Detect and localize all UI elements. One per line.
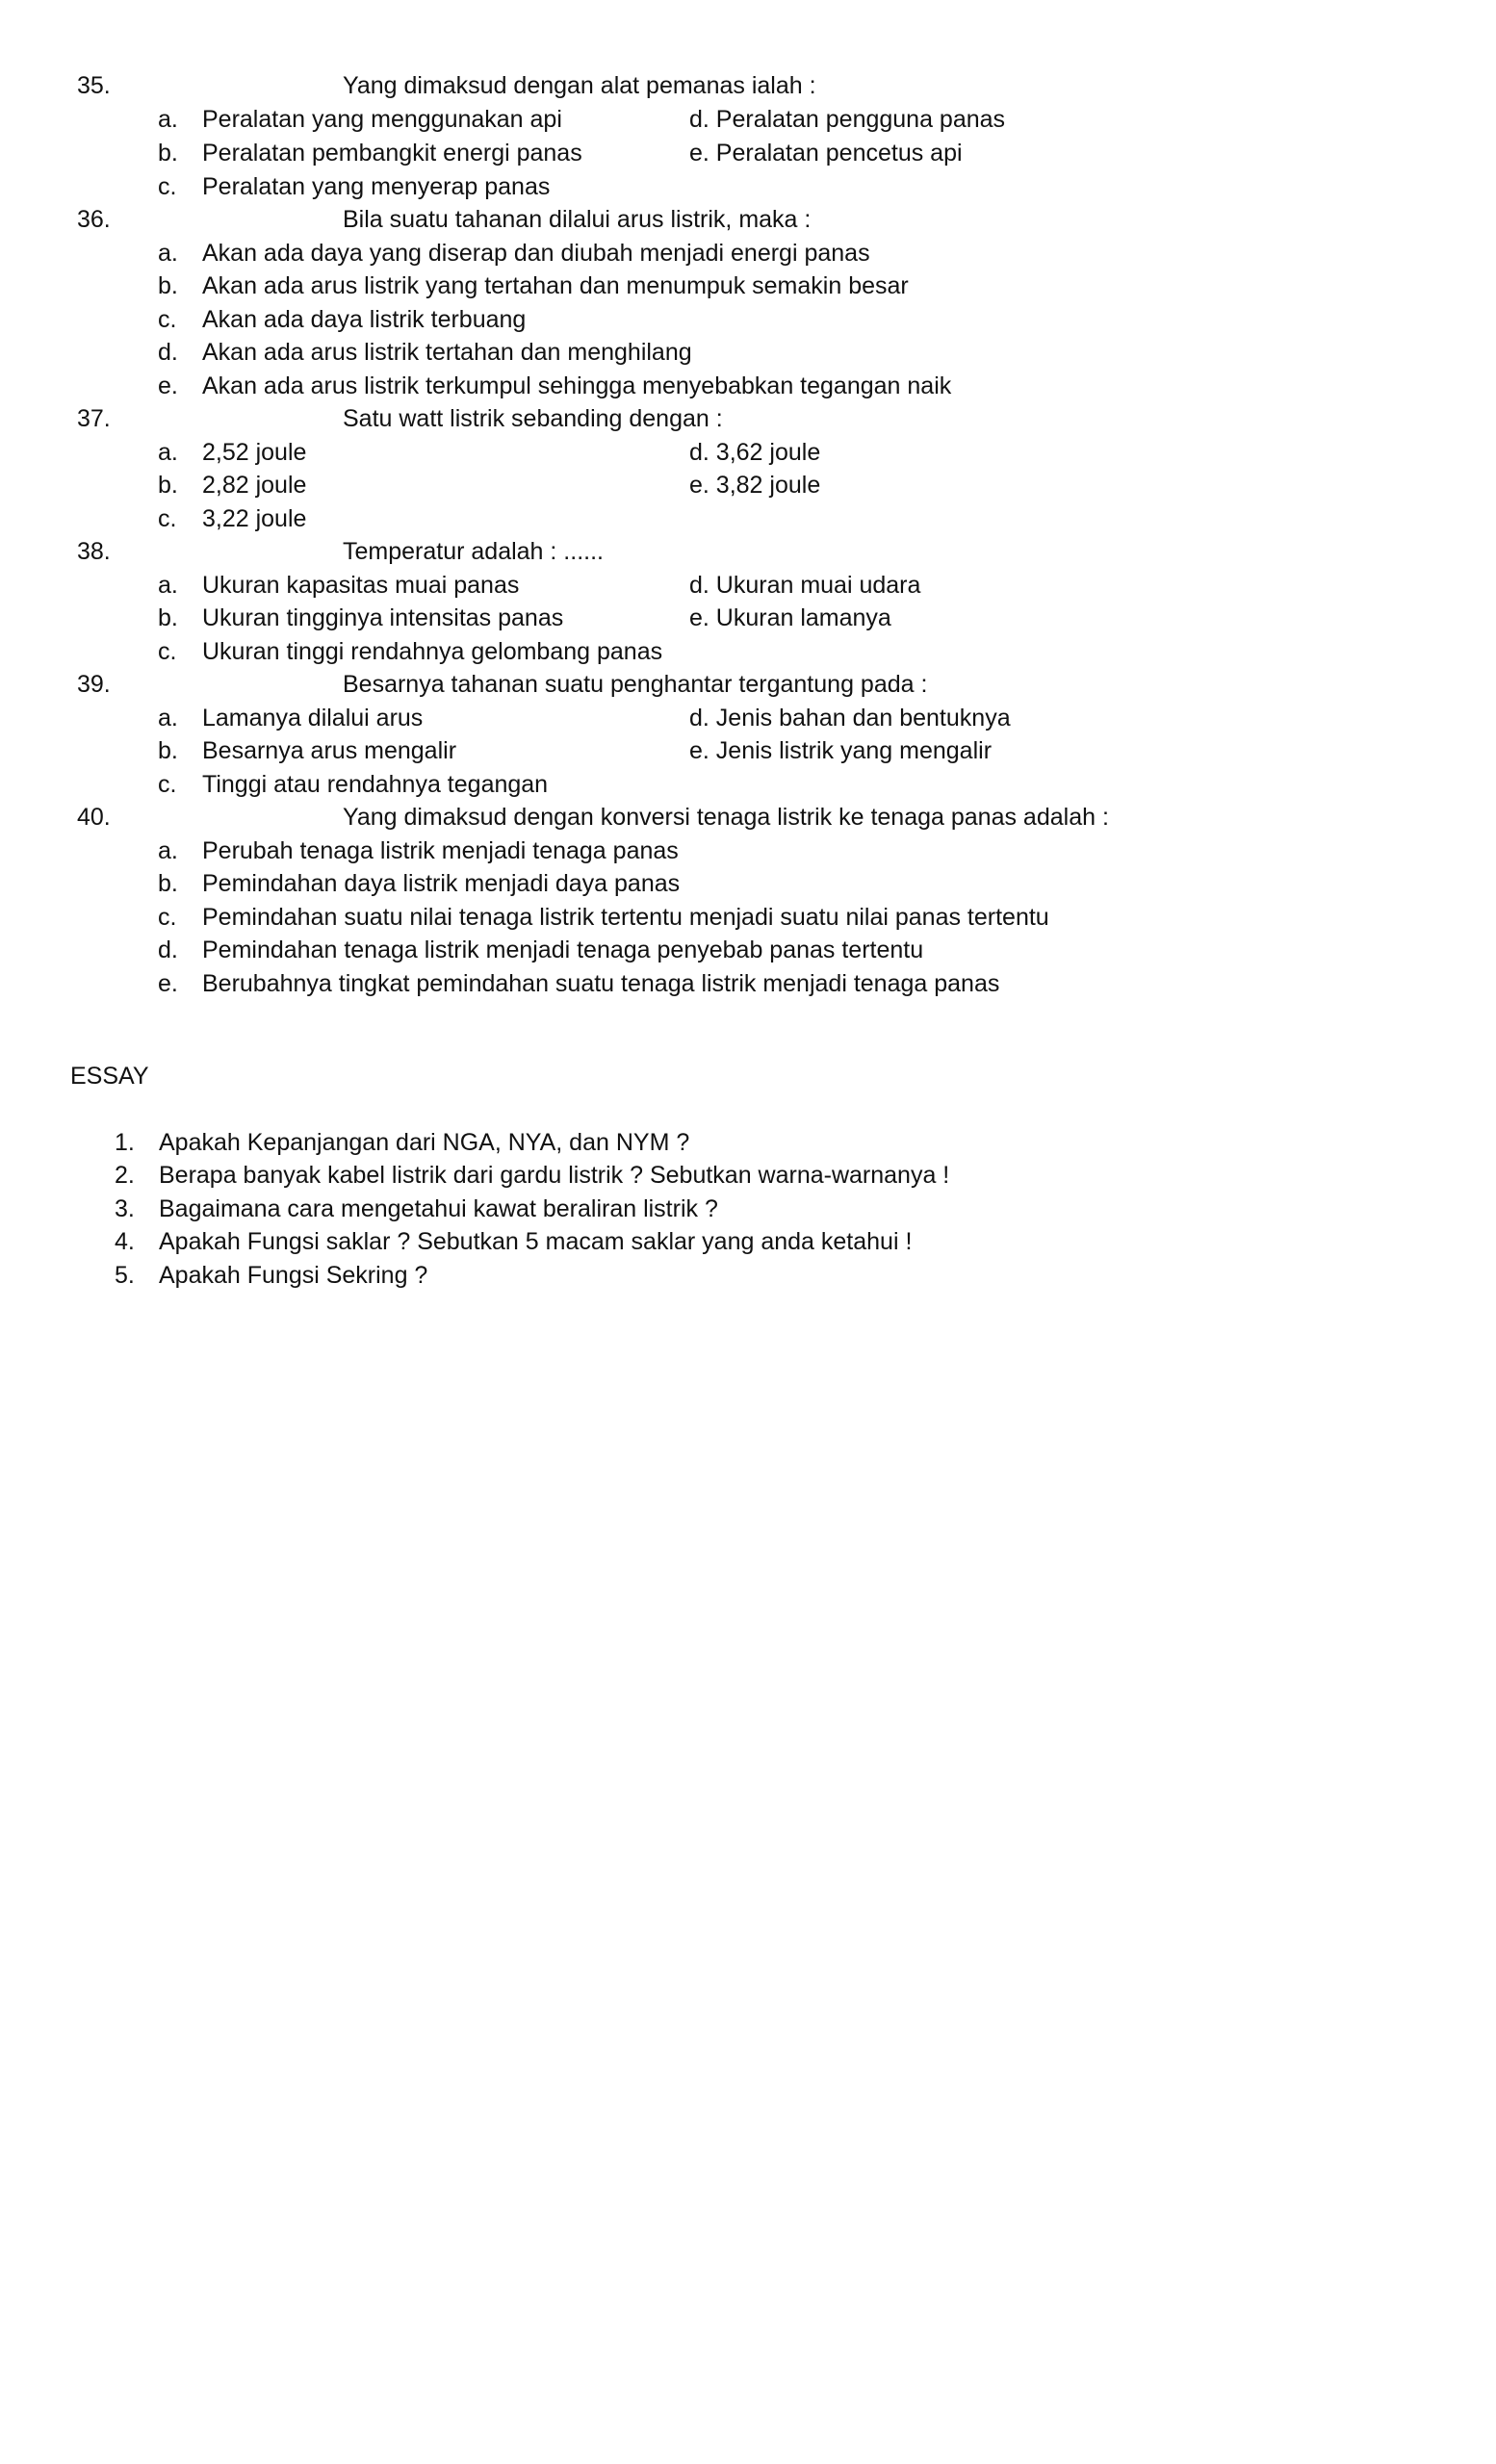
essay-item-text: Berapa banyak kabel listrik dari gardu listrik ? Sebutkan warna-warnanya ! bbox=[159, 1162, 950, 1189]
option-text: Akan ada arus listrik yang tertahan dan menumpuk semakin besar bbox=[202, 272, 909, 299]
option-text: 2,82 joule bbox=[202, 472, 307, 499]
option-text: Pemindahan tenaga listrik menjadi tenaga penyebab panas tertentu bbox=[202, 937, 924, 963]
question-number: 36. bbox=[77, 206, 111, 233]
option-text: Ukuran kapasitas muai panas bbox=[202, 572, 520, 599]
question-text: Satu watt listrik sebanding dengan : bbox=[343, 405, 723, 432]
option-text: e. 3,82 joule bbox=[689, 472, 821, 499]
option-letter: e. bbox=[158, 970, 178, 997]
option-letter: b. bbox=[158, 604, 178, 631]
option-text: e. Peralatan pencetus api bbox=[689, 140, 963, 167]
option-text: Pemindahan daya listrik menjadi daya panas bbox=[202, 870, 681, 897]
question-number: 38. bbox=[77, 538, 111, 565]
option-text: 2,52 joule bbox=[202, 439, 307, 466]
option-letter: c. bbox=[158, 904, 177, 931]
essay-item-text: Bagaimana cara mengetahui kawat beraliran listrik ? bbox=[159, 1195, 718, 1222]
question-number: 40. bbox=[77, 804, 111, 831]
option-letter: c. bbox=[158, 771, 177, 798]
question-text: Temperatur adalah : ...... bbox=[343, 538, 604, 565]
question-text: Yang dimaksud dengan konversi tenaga listrik ke tenaga panas adalah : bbox=[343, 804, 1109, 831]
option-letter: b. bbox=[158, 870, 178, 897]
essay-item-number: 3. bbox=[115, 1195, 135, 1222]
option-text: Peralatan pembangkit energi panas bbox=[202, 140, 582, 167]
option-letter: b. bbox=[158, 272, 178, 299]
essay-title: ESSAY bbox=[70, 1063, 149, 1090]
essay-item-number: 1. bbox=[115, 1129, 135, 1156]
option-text: Ukuran tinggi rendahnya gelombang panas bbox=[202, 638, 663, 665]
option-letter: a. bbox=[158, 837, 178, 864]
question-number: 39. bbox=[77, 671, 111, 698]
option-letter: c. bbox=[158, 173, 177, 200]
option-letter: b. bbox=[158, 140, 178, 167]
option-letter: a. bbox=[158, 439, 178, 466]
option-text: d. Peralatan pengguna panas bbox=[689, 106, 1006, 133]
option-letter: c. bbox=[158, 638, 177, 665]
option-letter: a. bbox=[158, 106, 178, 133]
question-text: Bila suatu tahanan dilalui arus listrik, maka : bbox=[343, 206, 812, 233]
essay-item-number: 5. bbox=[115, 1262, 135, 1289]
option-letter: c. bbox=[158, 306, 177, 333]
question-text: Besarnya tahanan suatu penghantar tergantung pada : bbox=[343, 671, 928, 698]
option-text: 3,22 joule bbox=[202, 505, 307, 532]
option-letter: a. bbox=[158, 572, 178, 599]
essay-item-number: 4. bbox=[115, 1228, 135, 1255]
question-number: 37. bbox=[77, 405, 111, 432]
question-text: Yang dimaksud dengan alat pemanas ialah : bbox=[343, 72, 816, 99]
option-text: Akan ada daya listrik terbuang bbox=[202, 306, 527, 333]
option-text: Akan ada arus listrik terkumpul sehingga menyebabkan tegangan naik bbox=[202, 372, 952, 399]
option-letter: a. bbox=[158, 705, 178, 732]
essay-item-number: 2. bbox=[115, 1162, 135, 1189]
option-text: Ukuran tingginya intensitas panas bbox=[202, 604, 564, 631]
option-letter: b. bbox=[158, 737, 178, 764]
option-text: Berubahnya tingkat pemindahan suatu tenaga listrik menjadi tenaga panas bbox=[202, 970, 1000, 997]
option-text: Besarnya arus mengalir bbox=[202, 737, 457, 764]
option-text: d. 3,62 joule bbox=[689, 439, 821, 466]
option-text: d. Ukuran muai udara bbox=[689, 572, 921, 599]
option-letter: b. bbox=[158, 472, 178, 499]
option-text: Pemindahan suatu nilai tenaga listrik tertentu menjadi suatu nilai panas tertentu bbox=[202, 904, 1049, 931]
question-number: 35. bbox=[77, 72, 111, 99]
essay-item-text: Apakah Kepanjangan dari NGA, NYA, dan NYM ? bbox=[159, 1129, 690, 1156]
option-text: Peralatan yang menyerap panas bbox=[202, 173, 551, 200]
option-letter: c. bbox=[158, 505, 177, 532]
essay-item-text: Apakah Fungsi saklar ? Sebutkan 5 macam saklar yang anda ketahui ! bbox=[159, 1228, 913, 1255]
option-text: Akan ada arus listrik tertahan dan menghilang bbox=[202, 339, 692, 366]
option-letter: d. bbox=[158, 339, 178, 366]
option-text: e. Ukuran lamanya bbox=[689, 604, 891, 631]
option-text: e. Jenis listrik yang mengalir bbox=[689, 737, 993, 764]
option-text: Perubah tenaga listrik menjadi tenaga panas bbox=[202, 837, 679, 864]
option-letter: e. bbox=[158, 372, 178, 399]
option-text: Tinggi atau rendahnya tegangan bbox=[202, 771, 549, 798]
essay-item-text: Apakah Fungsi Sekring ? bbox=[159, 1262, 428, 1289]
option-text: Akan ada daya yang diserap dan diubah menjadi energi panas bbox=[202, 240, 870, 267]
option-letter: a. bbox=[158, 240, 178, 267]
option-text: d. Jenis bahan dan bentuknya bbox=[689, 705, 1011, 732]
option-text: Peralatan yang menggunakan api bbox=[202, 106, 562, 133]
option-text: Lamanya dilalui arus bbox=[202, 705, 424, 732]
option-letter: d. bbox=[158, 937, 178, 963]
